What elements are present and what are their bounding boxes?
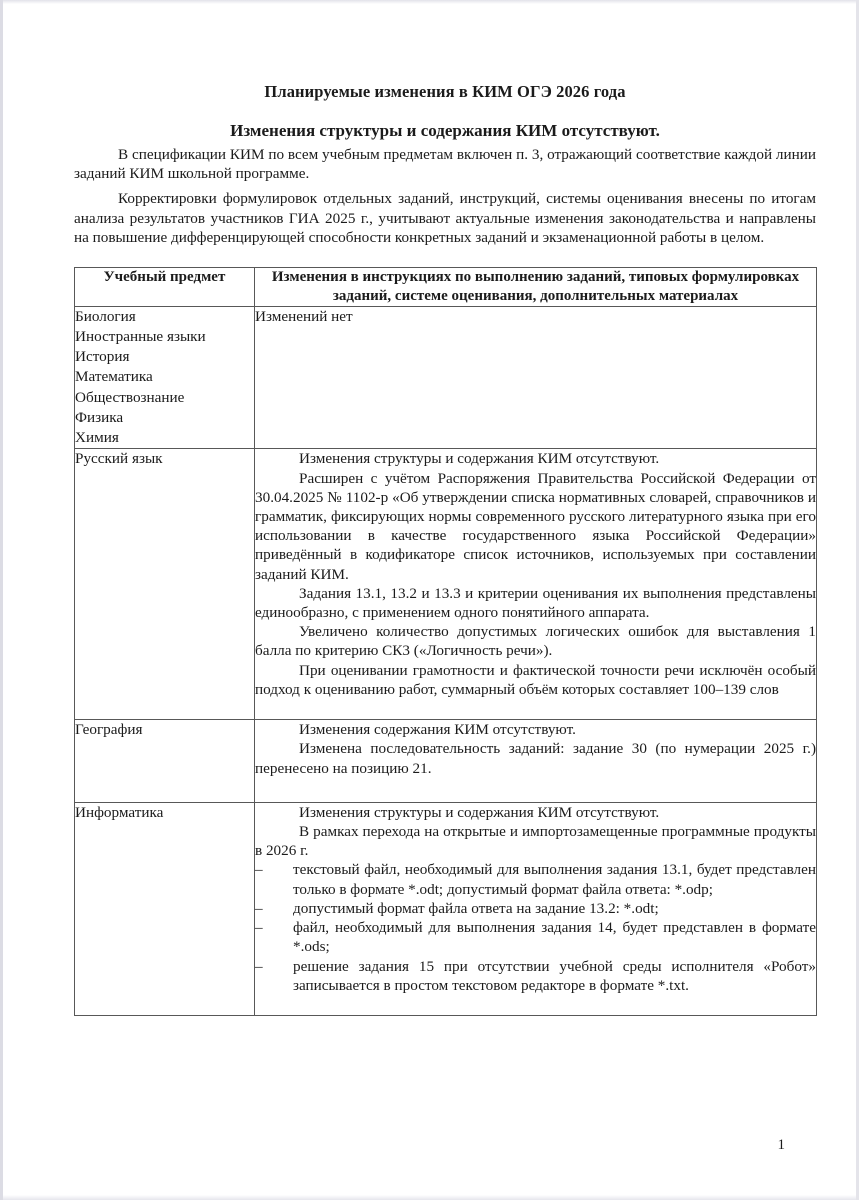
table-row — [75, 802, 817, 1015]
changes-table — [74, 267, 817, 1016]
document-subtitle: Изменения структуры и содержания КИМ отсутствуют. — [230, 120, 660, 140]
changes-paragraph: Изменения содержания КИМ отсутствуют. — [299, 721, 576, 739]
changes-cell — [255, 802, 817, 1015]
changes-cell — [255, 306, 817, 449]
subject-name: Химия — [75, 429, 119, 447]
changes-cell — [255, 720, 817, 803]
changes-paragraph: Увеличено количество допустимых логических ошибок для выставления 1 балла по критерию СК3 («Логичность речи»). — [255, 623, 816, 660]
changes-cell — [255, 449, 817, 720]
dash-marker-icon: – — [255, 919, 263, 937]
subject-name: Физика — [75, 408, 124, 426]
table-row — [75, 306, 817, 449]
document-content — [74, 0, 816, 1016]
subject-name: История — [75, 348, 130, 366]
subject-name: Математика — [75, 368, 153, 386]
subject-cell — [75, 449, 255, 720]
list-item-text: допустимый формат файла ответа на задание 13.2: *.odt; — [293, 899, 659, 917]
column-header-subject: Учебный предмет — [75, 267, 255, 306]
subject-cell — [75, 306, 255, 449]
intro-paragraph-2: Корректировки формулировок отдельных заданий, инструкций, системы оценивания внесены по итогам анализа результатов участников ГИА 2025 г., учитывают актуальные изменения законодательства и направлены на повышение дифференцирующей способности конкретных заданий и экзаменационной работы в целом. — [74, 190, 816, 246]
changes-paragraph: Изменения структуры и содержания КИМ отсутствуют. — [299, 450, 660, 468]
list-item-text: файл, необходимый для выполнения задания 14, будет представлен в формате *.ods; — [293, 919, 816, 956]
list-item-text: решение задания 15 при отсутствии учебной среды исполнителя «Робот» записывается в простом текстовом редакторе в формате *.txt. — [293, 957, 816, 994]
subject-cell — [75, 802, 255, 1015]
dash-marker-icon: – — [255, 899, 263, 917]
changes-paragraph: Изменений нет — [255, 307, 353, 325]
table-row — [75, 449, 817, 720]
subject-name: География — [75, 721, 143, 739]
changes-paragraph: При оценивании грамотности и фактической точности речи исключён особый подход к оцениванию работ, суммарный объём которых составляет 100–139 слов — [255, 661, 816, 698]
changes-paragraph: Изменена последовательность заданий: задание 30 (по нумерации 2025 г.) перенесено на позицию 21. — [255, 740, 816, 777]
subject-name: Обществознание — [75, 388, 185, 406]
column-header-changes: Изменения в инструкциях по выполнению заданий, типовых формулировках заданий, системе оценивания, дополнительных материалах — [255, 267, 817, 306]
table-header-row — [75, 267, 817, 306]
intro-paragraph-1: В спецификации КИМ по всем учебным предметам включен п. 3, отражающий соответствие каждой линии заданий КИМ школьной программе. — [74, 145, 816, 183]
subject-name: Иностранные языки — [75, 327, 206, 345]
changes-paragraph: В рамках перехода на открытые и импортозамещенные программные продукты в 2026 г. — [255, 823, 816, 860]
page-number: 1 — [777, 1137, 785, 1153]
list-item — [255, 957, 816, 995]
dash-marker-icon: – — [255, 957, 263, 975]
changes-paragraph: Расширен с учётом Распоряжения Правительства Российской Федерации от 30.04.2025 № 1102-р «Об утверждении списка нормативных словарей, справочников и грамматик, фиксирующих нормы современного русского литературного языка при его использовании в качестве государственного языка Российской Федерации» приведённый в кодификаторе список источников, используемых при составлении заданий КИМ. — [255, 469, 816, 583]
table-row — [75, 720, 817, 803]
subject-name: Русский язык — [75, 450, 163, 468]
list-item — [255, 899, 816, 918]
dash-marker-icon: – — [255, 861, 263, 879]
list-item — [255, 860, 816, 898]
subject-name: Информатика — [75, 803, 164, 821]
changes-paragraph: Задания 13.1, 13.2 и 13.3 и критерии оценивания их выполнения представлены единообразно, с применением одного понятийного аппарата. — [255, 584, 816, 622]
changes-list — [255, 860, 816, 995]
list-item — [255, 918, 816, 956]
subject-name: Биология — [75, 307, 136, 325]
page-title: Планируемые изменения в КИМ ОГЭ 2026 года — [264, 82, 626, 101]
table-body — [75, 306, 817, 1015]
subject-cell — [75, 720, 255, 803]
list-item-text: текстовый файл, необходимый для выполнения задания 13.1, будет представлен только в формате *.odt; допустимый формат файла ответа: *.odp; — [293, 861, 816, 898]
changes-paragraph: Изменения структуры и содержания КИМ отсутствуют. — [299, 803, 660, 821]
table-header — [75, 267, 817, 306]
